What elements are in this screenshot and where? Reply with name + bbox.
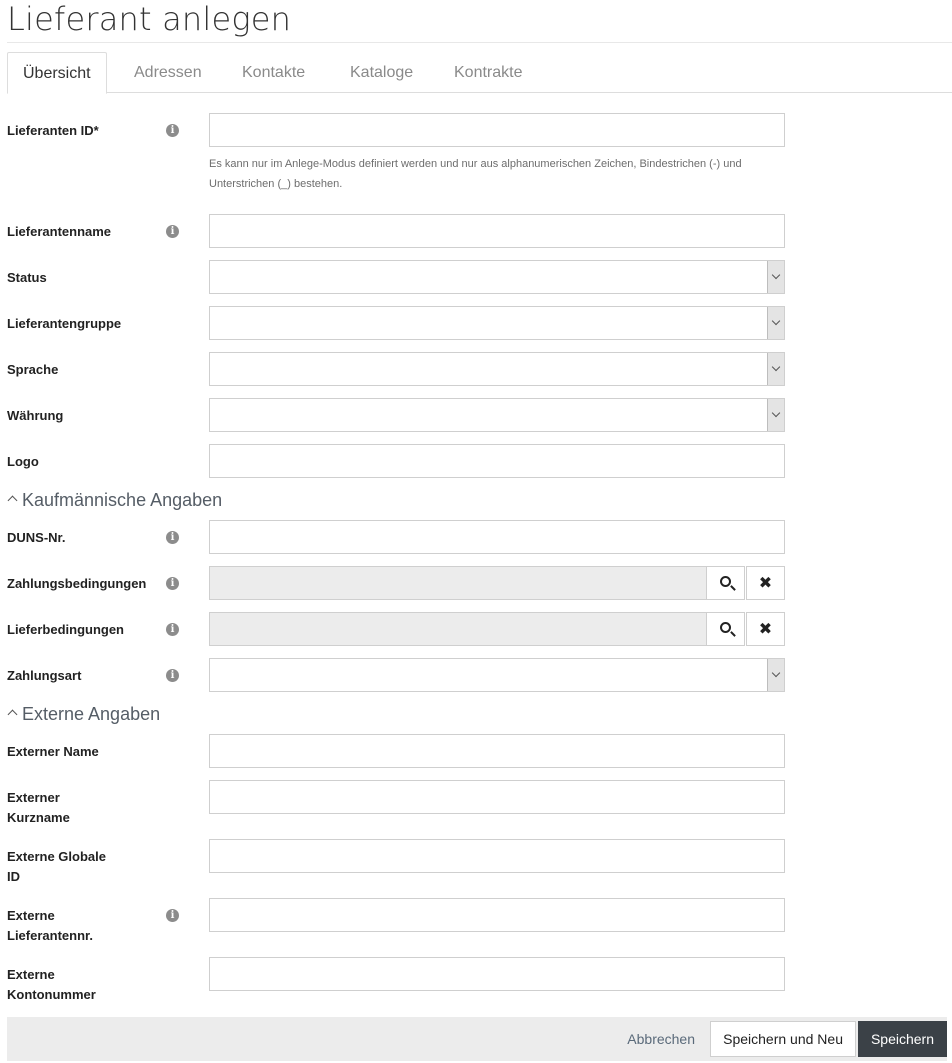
- logo-input[interactable]: [209, 444, 785, 478]
- delivery-terms-label: Lieferbedingungen: [7, 622, 124, 637]
- tab-contracts[interactable]: Kontrakte: [454, 64, 523, 81]
- info-icon[interactable]: i: [166, 225, 179, 238]
- tab-contacts[interactable]: Kontakte: [242, 64, 306, 81]
- external-account-no-label-line2: Kontonummer: [7, 987, 96, 1002]
- close-icon: ✖: [758, 573, 773, 592]
- external-supplier-no-label-line1: Externe: [7, 908, 55, 923]
- payment-method-select[interactable]: [209, 658, 785, 692]
- info-icon[interactable]: i: [166, 124, 179, 137]
- external-account-no-label-line1: Externe: [7, 967, 55, 982]
- page-title: Lieferant anlegen: [7, 0, 292, 38]
- supplier-name-label: Lieferantenname: [7, 224, 112, 239]
- language-label: Sprache: [7, 362, 59, 377]
- external-global-id-label-line2: ID: [7, 869, 20, 884]
- language-select[interactable]: [209, 352, 785, 386]
- external-name-input[interactable]: [209, 734, 785, 768]
- cancel-button[interactable]: Abbrechen: [615, 1021, 707, 1057]
- external-account-no-input[interactable]: [209, 957, 785, 991]
- supplier-group-select[interactable]: [209, 306, 785, 340]
- currency-label: Währung: [7, 408, 64, 423]
- external-supplier-no-input[interactable]: [209, 898, 785, 932]
- external-short-name-input[interactable]: [209, 780, 785, 814]
- external-name-label: Externer Name: [7, 744, 99, 759]
- external-account-no-label: [7, 965, 96, 1005]
- external-supplier-no-label-line2: Lieferantennr.: [7, 928, 93, 943]
- delivery-terms-clear-button[interactable]: [746, 612, 785, 646]
- info-icon[interactable]: i: [166, 577, 179, 590]
- tab-addresses[interactable]: Adressen: [134, 64, 202, 81]
- chevron-down-icon[interactable]: [767, 261, 784, 293]
- payment-method-label: Zahlungsart: [7, 668, 82, 683]
- delivery-terms-search-button[interactable]: [706, 612, 745, 646]
- footer-action-bar: [7, 1017, 947, 1061]
- info-icon[interactable]: i: [166, 531, 179, 544]
- chevron-down-icon[interactable]: [767, 399, 784, 431]
- payment-terms-input[interactable]: [209, 566, 707, 600]
- supplier-group-label: Lieferantengruppe: [7, 316, 122, 331]
- external-global-id-label: [7, 847, 106, 887]
- save-and-new-button[interactable]: Speichern und Neu: [710, 1021, 856, 1057]
- close-icon: ✖: [758, 619, 773, 638]
- commercial-section-header[interactable]: [7, 490, 222, 511]
- title-divider: [7, 42, 952, 43]
- external-section-header[interactable]: [7, 704, 160, 725]
- info-icon[interactable]: i: [166, 669, 179, 682]
- search-icon: [720, 622, 731, 633]
- supplier-id-label: Lieferanten ID*: [7, 123, 99, 138]
- external-section-title: Externe Angaben: [22, 704, 161, 724]
- tab-overview[interactable]: Übersicht: [7, 52, 107, 94]
- chevron-down-icon[interactable]: [767, 307, 784, 339]
- chevron-up-icon: [8, 496, 18, 506]
- chevron-up-icon: [8, 710, 18, 720]
- payment-terms-label: Zahlungsbedingungen: [7, 576, 147, 591]
- external-short-name-label-line2: Kurzname: [7, 810, 70, 825]
- save-button[interactable]: Speichern: [858, 1021, 947, 1057]
- payment-terms-search-button[interactable]: [706, 566, 745, 600]
- info-icon[interactable]: i: [166, 623, 179, 636]
- external-global-id-input[interactable]: [209, 839, 785, 873]
- duns-label: DUNS-Nr.: [7, 530, 66, 545]
- commercial-section-title: Kaufmännische Angaben: [22, 490, 223, 510]
- delivery-terms-input[interactable]: [209, 612, 707, 646]
- external-short-name-label: [7, 788, 70, 828]
- supplier-name-input[interactable]: [209, 214, 785, 248]
- payment-terms-clear-button[interactable]: [746, 566, 785, 600]
- info-icon[interactable]: i: [166, 909, 179, 922]
- status-label: Status: [7, 270, 47, 285]
- chevron-down-icon[interactable]: [767, 659, 784, 691]
- status-select[interactable]: [209, 260, 785, 294]
- external-supplier-no-label: [7, 906, 93, 946]
- tab-bar: [7, 52, 952, 93]
- chevron-down-icon[interactable]: [767, 353, 784, 385]
- supplier-id-help: Es kann nur im Anlege-Modus definiert werden und nur aus alphanumerischen Zeichen, Bindestrichen (-) und Unterstrichen (_) bestehen.: [209, 158, 742, 190]
- supplier-id-input[interactable]: [209, 113, 785, 147]
- duns-input[interactable]: [209, 520, 785, 554]
- tab-catalogs[interactable]: Kataloge: [350, 64, 414, 81]
- currency-select[interactable]: [209, 398, 785, 432]
- logo-label: Logo: [7, 454, 39, 469]
- external-short-name-label-line1: Externer: [7, 790, 60, 805]
- external-global-id-label-line1: Externe Globale: [7, 849, 106, 864]
- search-icon: [720, 576, 731, 587]
